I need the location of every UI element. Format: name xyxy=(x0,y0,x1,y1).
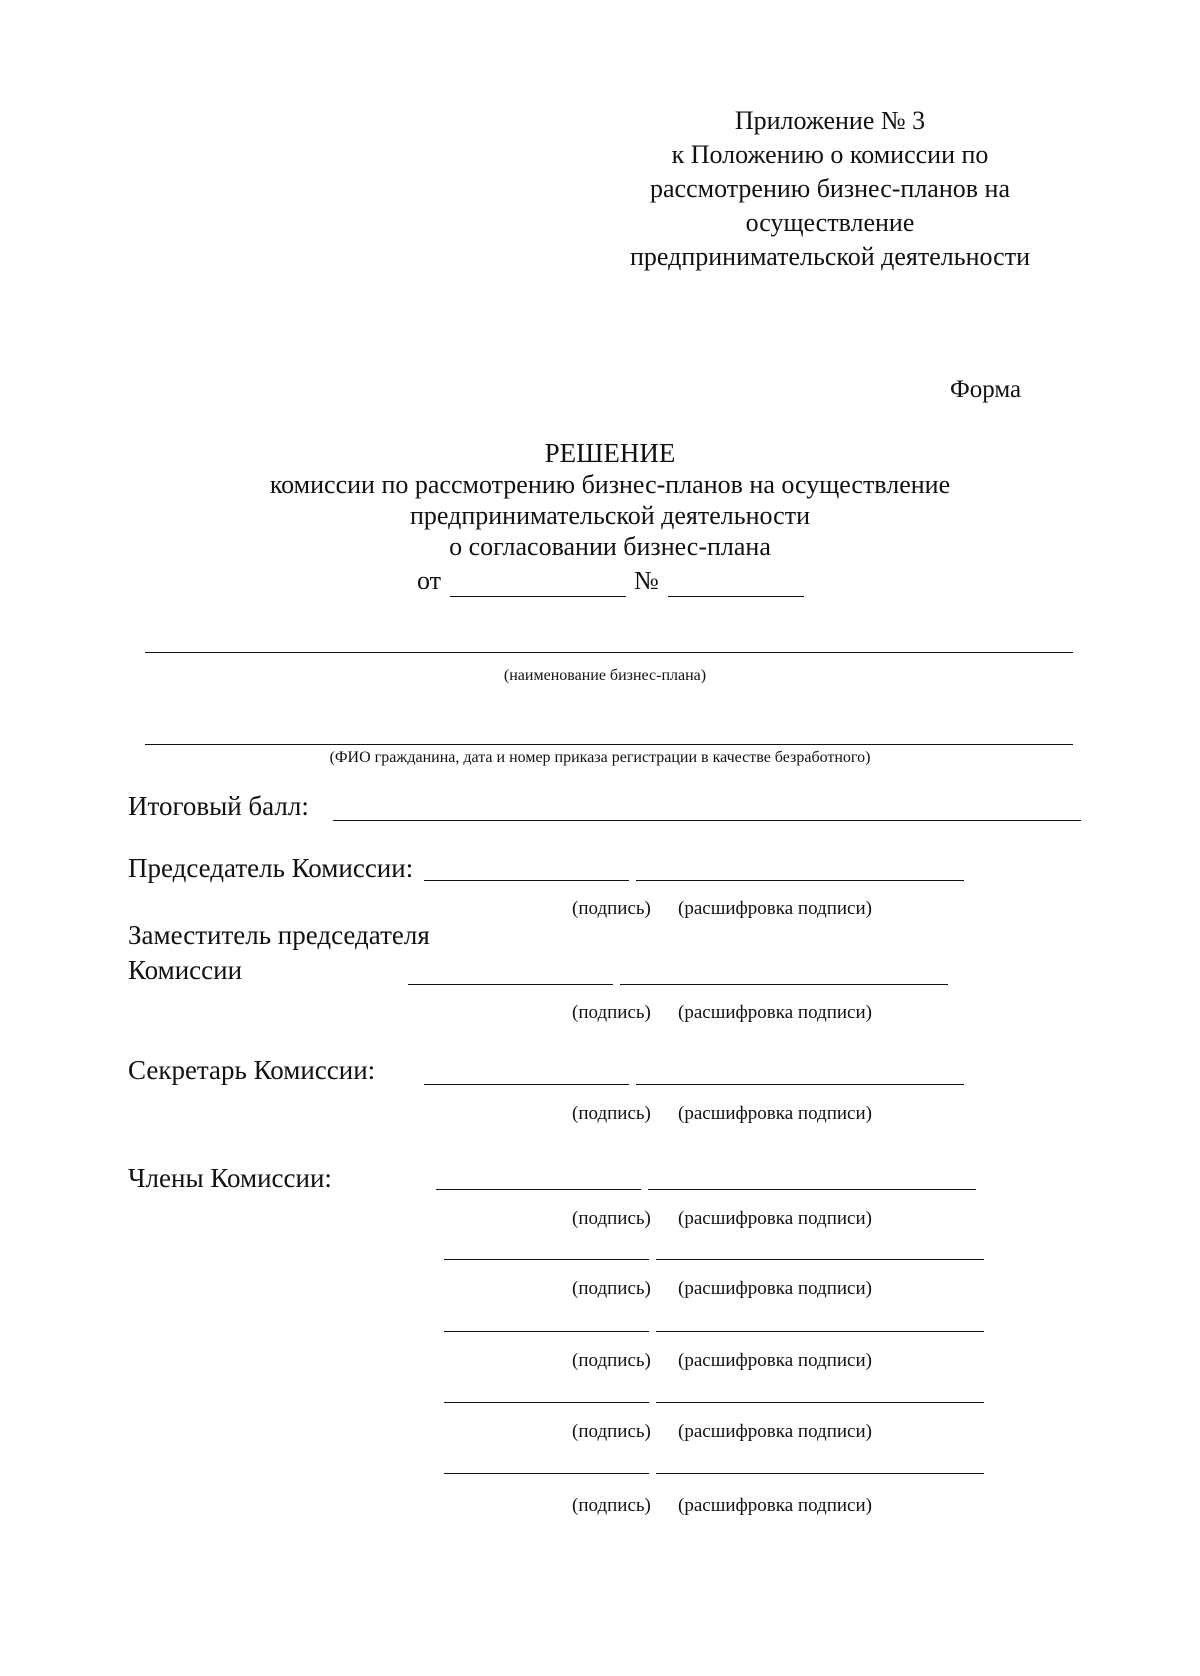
member-4-name-field[interactable] xyxy=(656,1402,984,1403)
decision-date-field[interactable] xyxy=(450,596,626,597)
appendix-line-2: к Положению о комиссии по xyxy=(671,140,989,169)
member-1-decode-caption: (расшифровка подписи) xyxy=(678,1208,872,1229)
chairman-sign-caption: (подпись) xyxy=(572,898,651,919)
secretary-name-field[interactable] xyxy=(636,1084,964,1085)
member-5-decode-caption: (расшифровка подписи) xyxy=(678,1495,872,1516)
form-label: Форма xyxy=(950,376,1022,403)
citizen-info-caption: (ФИО гражданина, дата и номер приказа регистрации в качестве безработного) xyxy=(329,749,871,766)
decision-line-2: предпринимательской деятельности xyxy=(410,501,810,530)
citizen-info-field[interactable] xyxy=(145,744,1073,745)
member-4-sign-caption: (подпись) xyxy=(572,1421,651,1442)
deputy-name-field[interactable] xyxy=(620,984,948,985)
appendix-line-3: рассмотрению бизнес-планов на xyxy=(650,174,1010,203)
deputy-decode-caption: (расшифровка подписи) xyxy=(678,1002,872,1023)
member-4-decode-caption: (расшифровка подписи) xyxy=(678,1421,872,1442)
member-3-decode-caption: (расшифровка подписи) xyxy=(678,1350,872,1371)
chairman-signature-field[interactable] xyxy=(424,880,629,881)
business-plan-name-caption: (наименование бизнес-плана) xyxy=(503,667,707,684)
member-1-signature-field[interactable] xyxy=(436,1189,641,1190)
decision-number-label: № xyxy=(634,566,659,595)
member-5-name-field[interactable] xyxy=(656,1473,984,1474)
member-2-signature-field[interactable] xyxy=(444,1259,649,1260)
chairman-decode-caption: (расшифровка подписи) xyxy=(678,898,872,919)
member-5-signature-field[interactable] xyxy=(444,1473,649,1474)
member-5-sign-caption: (подпись) xyxy=(572,1495,651,1516)
appendix-line-5: предпринимательской деятельности xyxy=(630,242,1030,271)
member-3-name-field[interactable] xyxy=(656,1331,984,1332)
decision-from-label: от xyxy=(417,566,442,595)
appendix-number: Приложение № 3 xyxy=(734,106,926,135)
member-1-name-field[interactable] xyxy=(648,1189,976,1190)
member-2-decode-caption: (расшифровка подписи) xyxy=(678,1278,872,1299)
member-3-signature-field[interactable] xyxy=(444,1331,649,1332)
business-plan-name-field[interactable] xyxy=(145,652,1073,653)
deputy-sign-caption: (подпись) xyxy=(572,1002,651,1023)
chairman-label: Председатель Комиссии: xyxy=(128,853,414,883)
member-2-name-field[interactable] xyxy=(656,1259,984,1260)
chairman-name-field[interactable] xyxy=(636,880,964,881)
member-4-signature-field[interactable] xyxy=(444,1402,649,1403)
deputy-label-line-2: Комиссии xyxy=(128,955,243,985)
decision-line-1: комиссии по рассмотрению бизнес-планов на осуществление xyxy=(269,470,951,499)
secretary-label: Секретарь Комиссии: xyxy=(128,1055,376,1085)
member-3-sign-caption: (подпись) xyxy=(572,1350,651,1371)
decision-heading: РЕШЕНИЕ xyxy=(544,438,676,468)
members-label: Члены Комиссии: xyxy=(128,1163,332,1193)
decision-title-block xyxy=(160,438,1060,562)
secretary-sign-caption: (подпись) xyxy=(572,1103,651,1124)
decision-line-3: о согласовании бизнес-плана xyxy=(449,532,771,561)
decision-number-field[interactable] xyxy=(668,596,804,597)
appendix-block xyxy=(620,104,1040,274)
deputy-signature-field[interactable] xyxy=(408,984,613,985)
appendix-line-4: осуществление xyxy=(745,208,915,237)
deputy-label-line-1: Заместитель председателя xyxy=(128,920,430,950)
secretary-signature-field[interactable] xyxy=(424,1084,629,1085)
total-score-field[interactable] xyxy=(333,820,1081,821)
secretary-decode-caption: (расшифровка подписи) xyxy=(678,1103,872,1124)
total-score-label: Итоговый балл: xyxy=(128,791,309,821)
member-1-sign-caption: (подпись) xyxy=(572,1208,651,1229)
member-2-sign-caption: (подпись) xyxy=(572,1278,651,1299)
